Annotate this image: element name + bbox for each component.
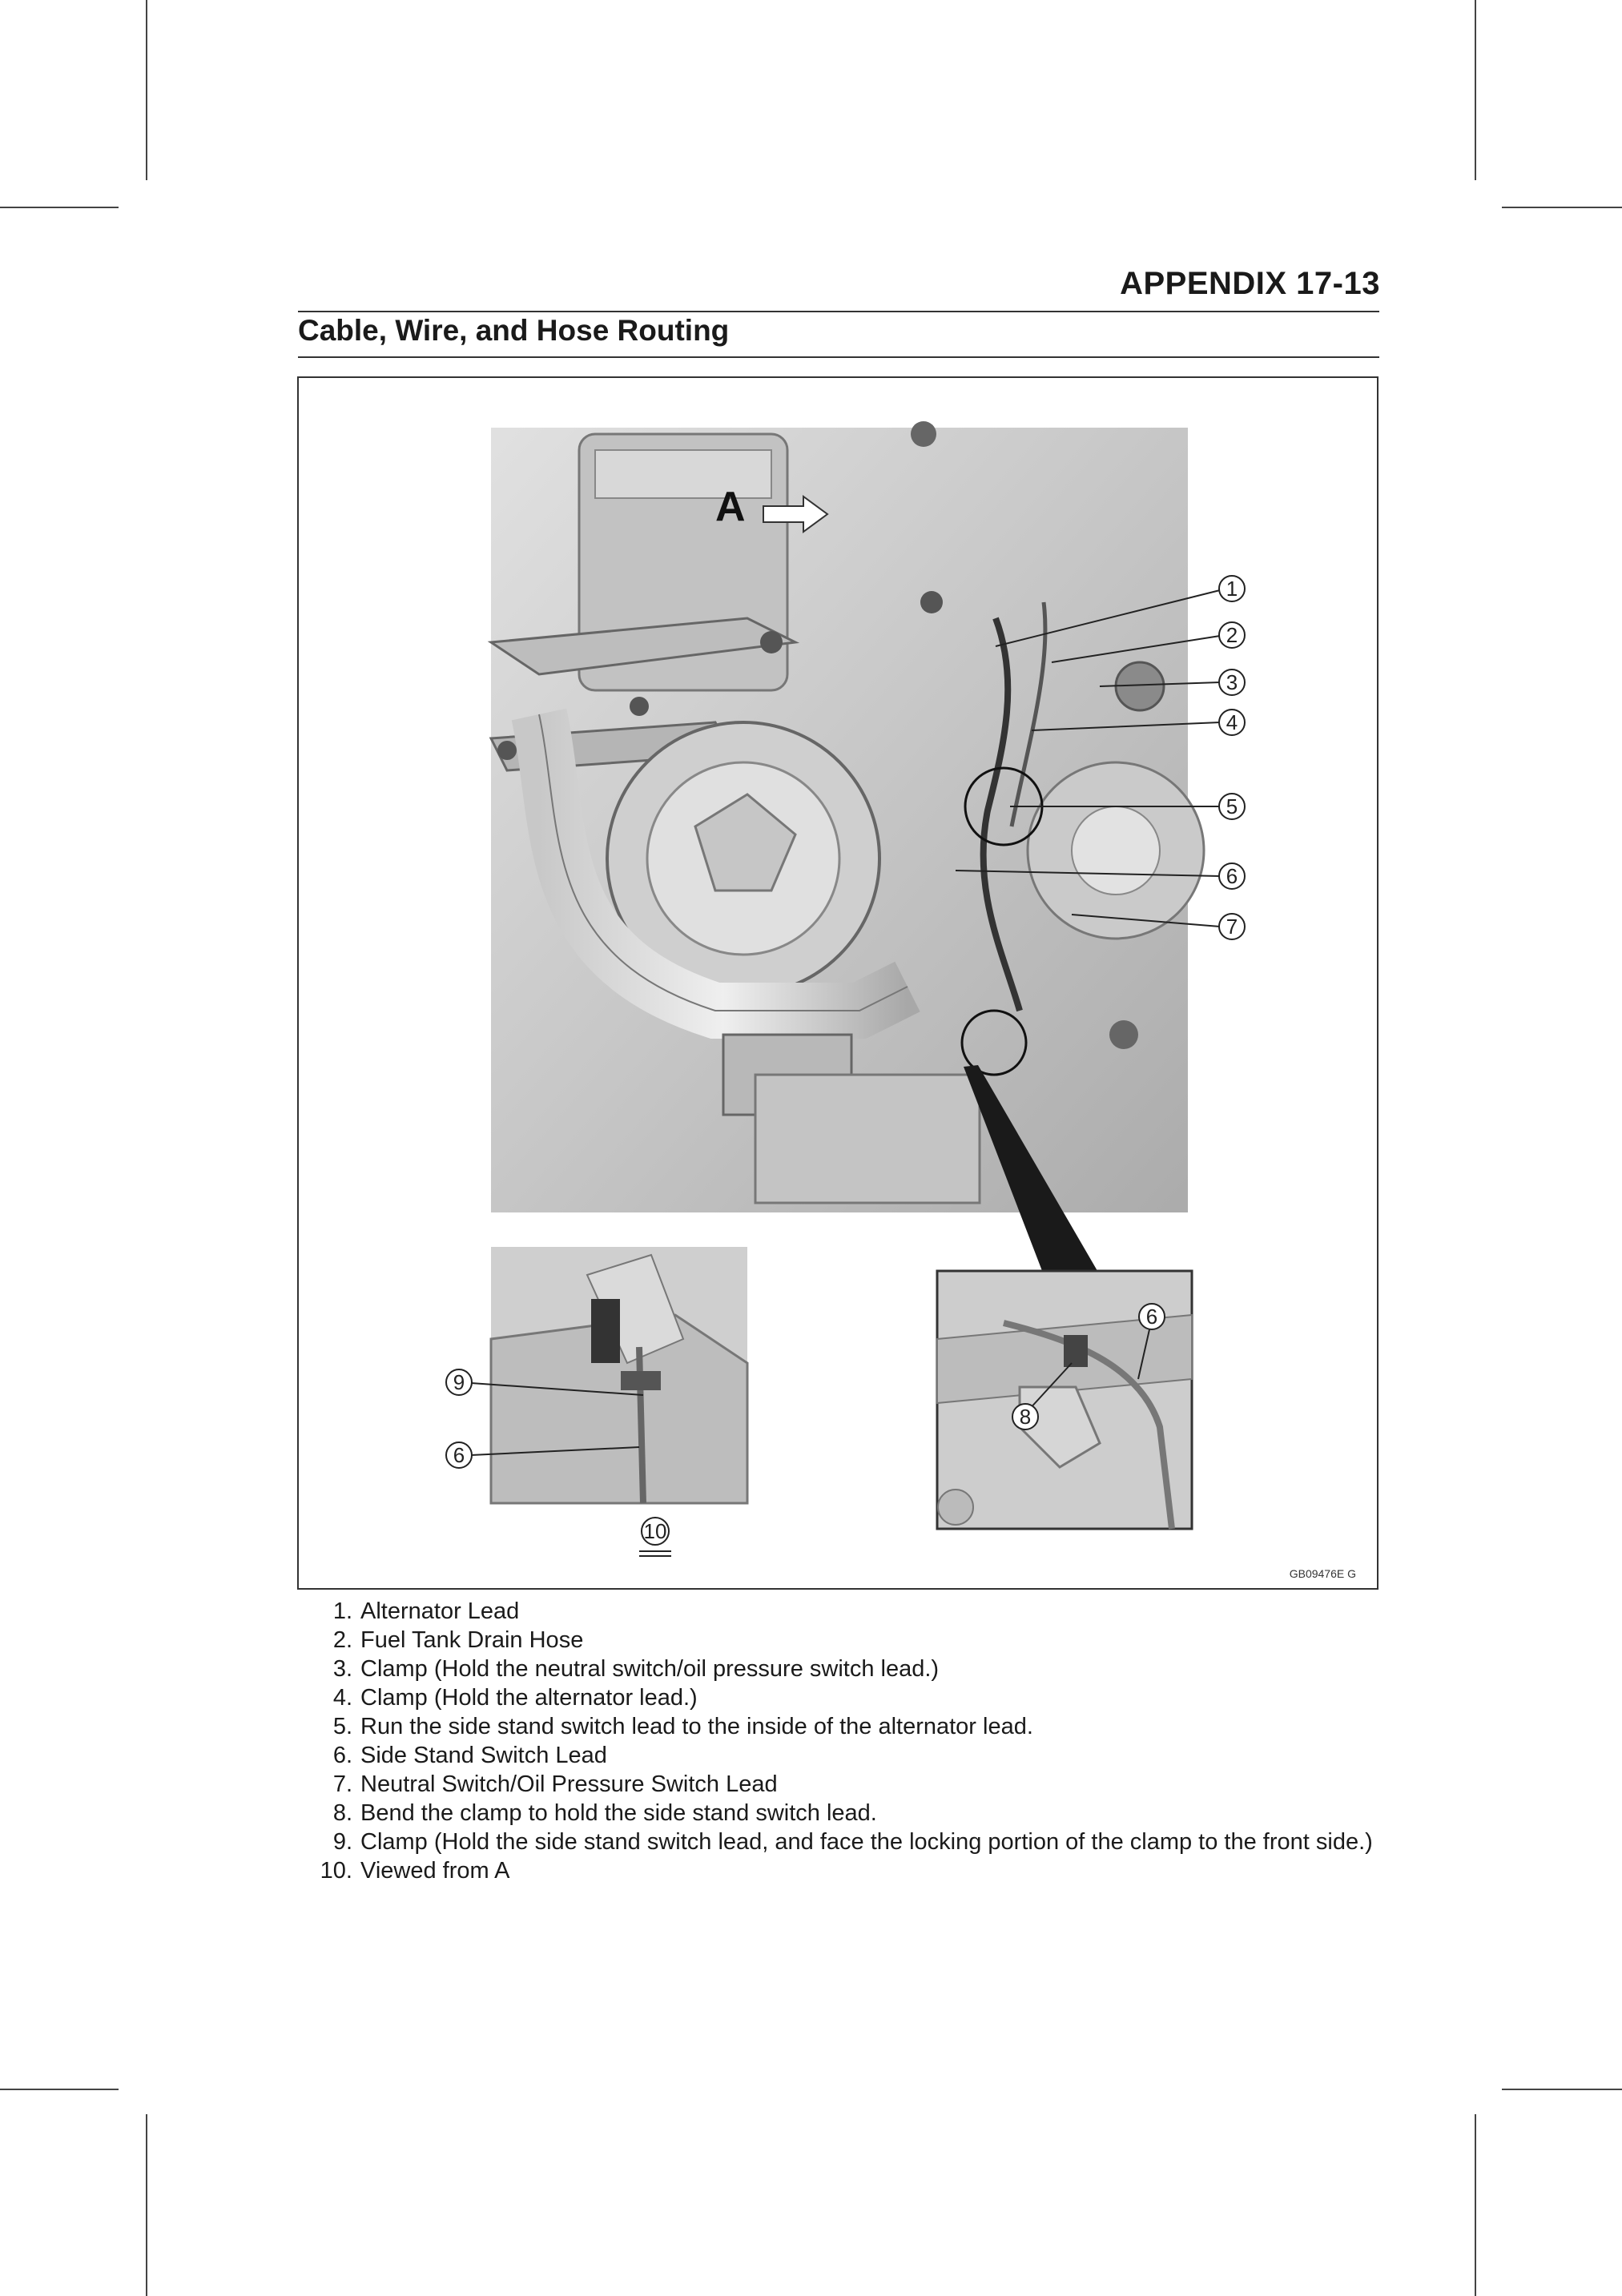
svg-text:7: 7 (1226, 915, 1238, 939)
figure-code: GB09476E G (1289, 1567, 1356, 1580)
svg-text:6: 6 (1145, 1305, 1158, 1329)
svg-text:2: 2 (1226, 623, 1238, 647)
callout-6 (1219, 863, 1245, 889)
section-title: Cable, Wire, and Hose Routing (298, 314, 730, 347)
legend-item: 7. Neutral Switch/Oil Pressure Switch Lead (332, 1771, 778, 1797)
crop-mark (146, 2114, 147, 2296)
svg-text:6: 6 (1226, 864, 1238, 888)
crop-mark (0, 2089, 119, 2090)
routing-figure (297, 376, 1378, 1590)
svg-text:8: 8 (1019, 1405, 1032, 1429)
legend-item: 3. Clamp (Hold the neutral switch/oil pressure switch lead.) (332, 1656, 940, 1682)
callout-4 (1219, 710, 1245, 735)
legend-item: 4. Clamp (Hold the alternator lead.) (332, 1685, 698, 1711)
crop-mark (1475, 0, 1476, 180)
legend-list (312, 1597, 1382, 1885)
header-rule (298, 311, 1379, 312)
inset-viewed-from-a (491, 1247, 747, 1503)
svg-text:5: 5 (1226, 794, 1238, 818)
callout-6-inset-left (446, 1442, 472, 1468)
crop-mark (1502, 207, 1622, 208)
svg-text:1: 1 (1226, 577, 1238, 601)
crop-mark (1502, 2089, 1622, 2090)
callout-7 (1219, 914, 1245, 939)
crop-mark (0, 207, 119, 208)
svg-text:3: 3 (1226, 670, 1238, 694)
legend-item: 1. Alternator Lead (332, 1598, 520, 1624)
legend-item: 9. Clamp (Hold the side stand switch lead, and face the locking portion of the clamp to the front side.) (332, 1829, 1373, 1855)
callout-9 (446, 1369, 472, 1395)
callout-10 (639, 1518, 671, 1556)
crop-mark (1475, 2114, 1476, 2296)
callout-3 (1219, 669, 1245, 695)
legend-item: 6. Side Stand Switch Lead (332, 1743, 607, 1768)
svg-text:10: 10 (643, 1519, 667, 1543)
page-header-title: APPENDIX 17-13 (1120, 266, 1380, 301)
legend-item: 2. Fuel Tank Drain Hose (332, 1627, 584, 1653)
callout-1 (1219, 576, 1245, 601)
svg-text:4: 4 (1226, 710, 1238, 734)
callout-5 (1219, 794, 1245, 819)
callout-6-inset-right (1139, 1304, 1165, 1329)
svg-text:9: 9 (453, 1370, 465, 1394)
section-rule (298, 356, 1379, 358)
callout-8 (1012, 1404, 1038, 1429)
engine-main-view (491, 421, 1204, 1275)
legend-item: 8. Bend the clamp to hold the side stand switch lead. (332, 1800, 877, 1826)
legend-item: 5. Run the side stand switch lead to the inside of the alternator lead. (332, 1714, 1033, 1739)
view-letter: A (715, 484, 746, 530)
callout-2 (1219, 622, 1245, 648)
crop-mark (146, 0, 147, 180)
engine-illustration (299, 378, 1377, 1588)
legend-item: 10. Viewed from A (320, 1858, 510, 1884)
svg-text:6: 6 (453, 1443, 465, 1467)
